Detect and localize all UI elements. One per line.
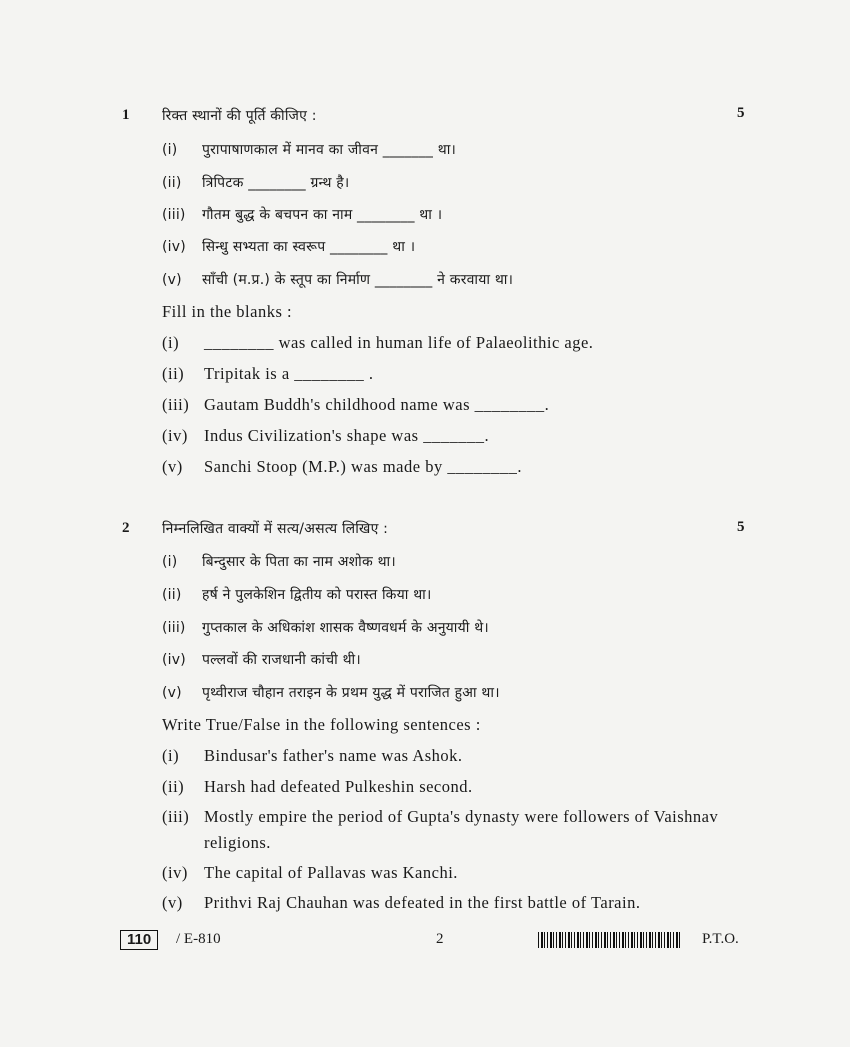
question-1-number: 1 <box>122 107 130 123</box>
paper-code: / E-810 <box>176 931 221 947</box>
question-2-english-heading: Write True/False in the following sentences : <box>162 715 481 734</box>
q2-hindi-item-5: (v) पृथ्वीराज चौहान तराइन के प्रथम युद्ध में पराजित हुआ था। <box>162 685 500 701</box>
page-footer <box>120 930 760 952</box>
q2-hindi-item-2: (ii) हर्ष ने पुलकेशिन द्वितीय को परास्त किया था। <box>162 587 432 603</box>
q2-english-item-3: (iii) Mostly empire the period of Gupta's dynasty were followers of Vaishnav religions. <box>162 807 719 852</box>
q1-hindi-item-2: (ii) त्रिपिटक ________ ग्रन्थ है। <box>162 175 350 191</box>
q2-hindi-item-1: (i) बिन्दुसार के पिता का नाम अशोक था। <box>162 554 396 570</box>
q2-hindi-item-4: (iv) पल्लवों की राजधानी कांची थी। <box>162 652 361 668</box>
q1-english-item-2: (ii) Tripitak is a ________ . <box>162 364 374 383</box>
question-paper-code-box: 110 <box>120 930 158 950</box>
q1-hindi-item-5: (v) साँची (म.प्र.) के स्तूप का निर्माण ________ ने करवाया था। <box>162 272 514 288</box>
question-1-marks: 5 <box>737 105 745 121</box>
question-1-english-heading: Fill in the blanks : <box>162 302 293 321</box>
please-turn-over: P.T.O. <box>702 931 739 947</box>
q2-english-item-4: (iv) The capital of Pallavas was Kanchi. <box>162 863 458 882</box>
question-2-marks: 5 <box>737 519 745 535</box>
q1-english-item-5: (v) Sanchi Stoop (M.P.) was made by ________. <box>162 457 522 476</box>
q2-english-item-5: (v) Prithvi Raj Chauhan was defeated in the first battle of Tarain. <box>162 893 641 912</box>
q1-hindi-item-4: (iv) सिन्धु सभ्यता का स्वरूप ________ था । <box>162 239 416 255</box>
question-2-hindi-heading: निम्नलिखित वाक्यों में सत्य/असत्य लिखिए : <box>162 521 389 537</box>
question-2-number: 2 <box>122 520 130 536</box>
q2-hindi-item-3: (iii) गुप्तकाल के अधिकांश शासक वैष्णवधर्म के अनुयायी थे। <box>162 620 489 636</box>
q1-english-item-3: (iii) Gautam Buddh's childhood name was ________. <box>162 395 550 414</box>
page-number: 2 <box>436 931 444 947</box>
q1-hindi-item-1: (i) पुरापाषाणकाल में मानव का जीवन _______ था। <box>162 142 457 158</box>
barcode <box>538 932 680 948</box>
q1-hindi-item-3: (iii) गौतम बुद्ध के बचपन का नाम ________ था । <box>162 207 443 223</box>
q2-english-item-2: (ii) Harsh had defeated Pulkeshin second. <box>162 777 473 796</box>
q1-english-item-4: (iv) Indus Civilization's shape was _______. <box>162 426 490 445</box>
q2-english-item-1: (i) Bindusar's father's name was Ashok. <box>162 746 463 765</box>
question-1-hindi-heading: रिक्त स्थानों की पूर्ति कीजिए : <box>162 108 317 124</box>
q1-english-item-1: (i) ________ was called in human life of Palaeolithic age. <box>162 333 594 352</box>
